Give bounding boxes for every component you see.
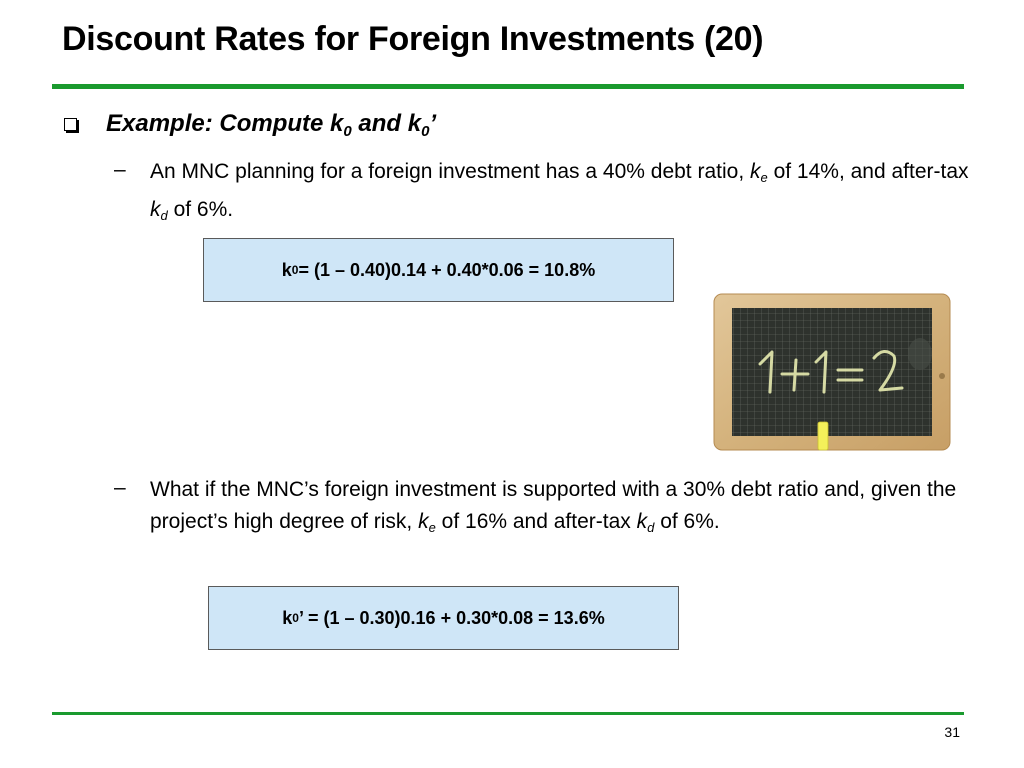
item-2-text-c: of 6%. xyxy=(654,510,720,533)
footer-divider xyxy=(52,712,964,715)
chalkboard-image xyxy=(712,292,952,452)
formula-1-sub: 0 xyxy=(291,263,299,277)
item-1-text-a: An MNC planning for a foreign investment has a 40% debt ratio, xyxy=(150,160,750,183)
item-2-text-b: of 16% and after-tax xyxy=(435,510,637,533)
formula-2-rest: ’ = (1 – 0.30)0.16 + 0.30*0.08 = 13.6% xyxy=(298,607,605,628)
formula-2-sub: 0 xyxy=(292,611,299,625)
formula-box-2 xyxy=(208,586,679,650)
item-1-text xyxy=(150,156,970,232)
item-2-text xyxy=(150,474,970,544)
heading-suffix: ’ xyxy=(429,110,437,137)
heading-mid: and k xyxy=(351,110,422,137)
item-2-ke-sub: e xyxy=(428,520,436,535)
item-1-kd-k: k xyxy=(150,198,161,221)
formula-1-k: k xyxy=(281,259,292,280)
slide-title: Discount Rates for Foreign Investments (20) xyxy=(62,20,764,58)
item-2-text-a: What if the MNC’s foreign investment is supported with a 30% debt ratio and, given the project’s high degree of risk, xyxy=(150,478,957,533)
formula-box-1 xyxy=(203,238,674,302)
checkbox-bullet-icon xyxy=(64,118,77,131)
chalk-stick-icon xyxy=(818,422,828,450)
dash-bullet-2: – xyxy=(114,476,126,499)
heading-subscript-1: 0 xyxy=(343,123,352,140)
heading-subscript-2: 0 xyxy=(421,123,430,140)
page-number: 31 xyxy=(944,724,960,740)
item-2-ke-k: k xyxy=(418,510,429,533)
item-1-text-b: of 14%, and after-tax xyxy=(767,160,969,183)
item-1-ke-k: k xyxy=(750,160,761,183)
dash-bullet-1: – xyxy=(114,158,126,181)
formula-1-rest: = (1 – 0.40)0.14 + 0.40*0.06 = 10.8% xyxy=(298,259,596,280)
item-1-text-c: of 6%. xyxy=(167,198,234,221)
example-heading xyxy=(106,110,436,140)
item-2-kd-k: k xyxy=(636,510,648,533)
item-2-kd-sub: d xyxy=(647,520,655,535)
heading-prefix: Example: Compute k xyxy=(106,110,344,137)
formula-2-k: k xyxy=(282,607,293,628)
item-1-ke-sub: e xyxy=(760,170,768,185)
item-1-kd-sub: d xyxy=(160,208,168,223)
title-divider xyxy=(52,84,964,89)
